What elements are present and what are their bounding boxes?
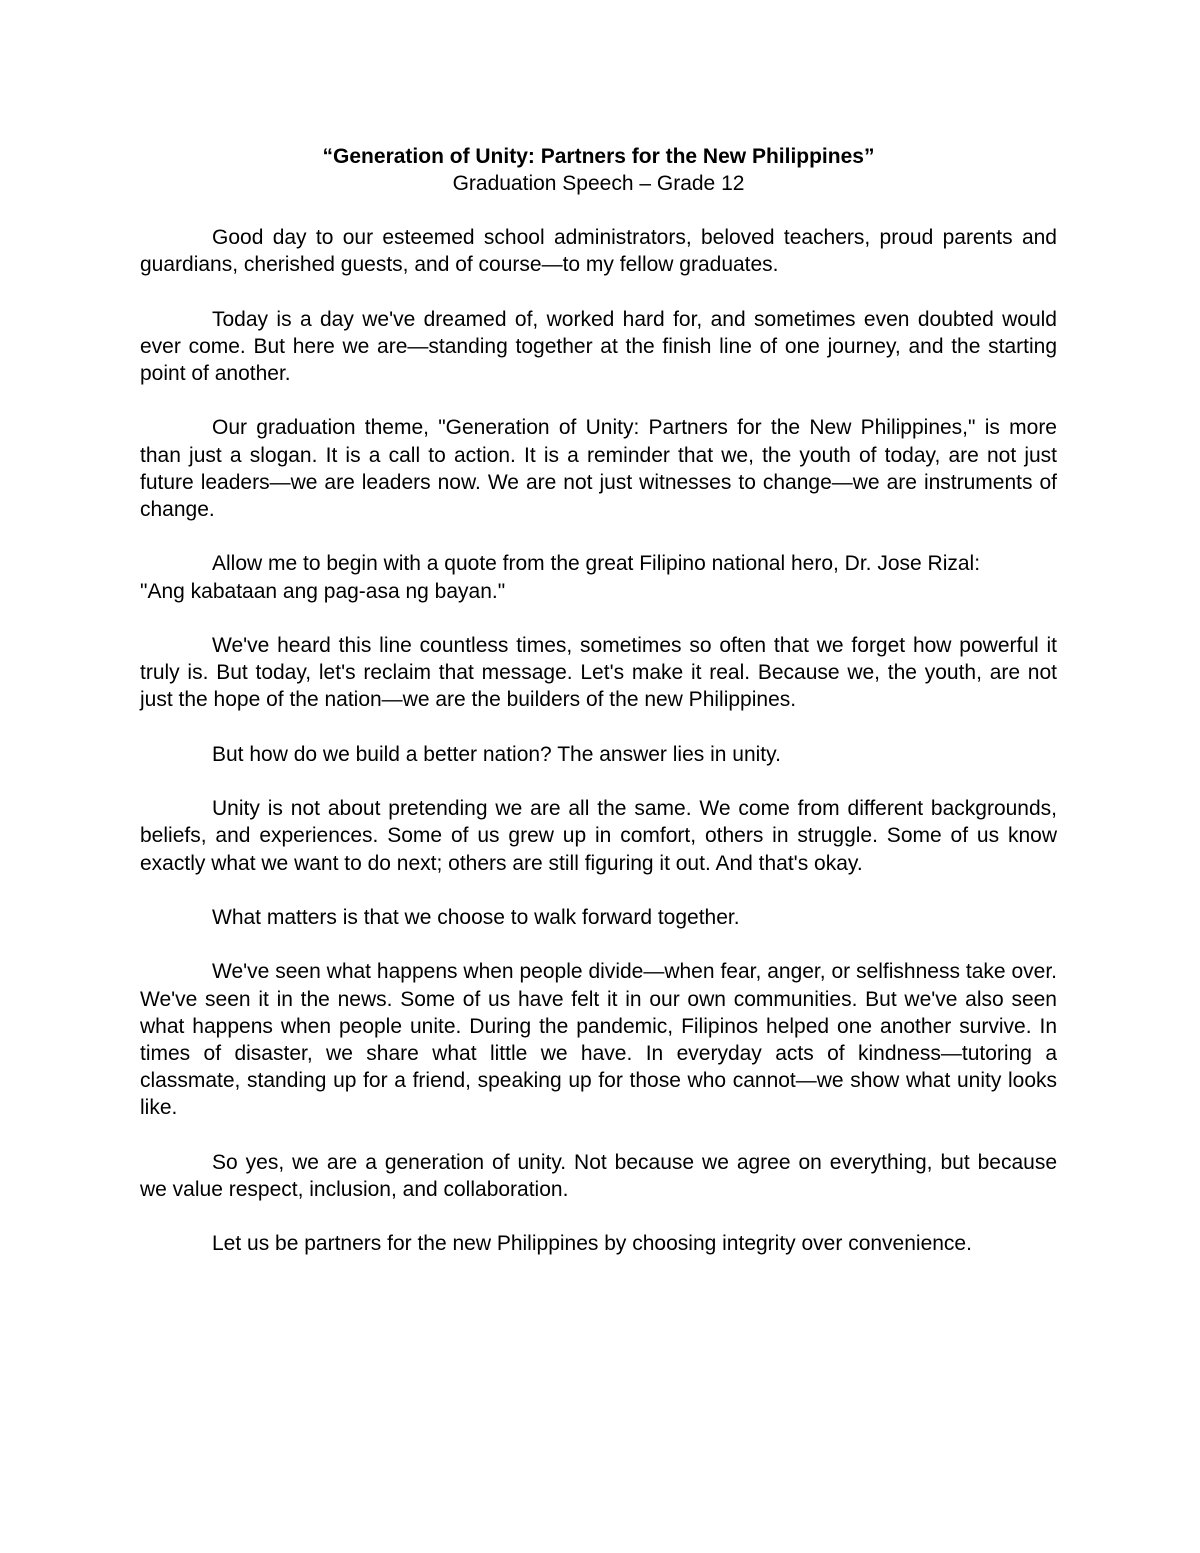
rizal-quote: "Ang kabataan ang pag-asa ng bayan."	[140, 579, 506, 603]
paragraph-today: Today is a day we've dreamed of, worked hard for, and sometimes even doubted would ever come. But here we are—standing together at the finish line of one journey, and the starting point of another.	[140, 307, 1057, 385]
paragraph-theme: Our graduation theme, "Generation of Unity: Partners for the New Philippines," is more than just a slogan. It is a call to action. It is a reminder that we, the youth of today, are not just future leaders—we are leaders now. We are not just witnesses to change—we are instruments of change.	[140, 416, 1057, 521]
speech-subtitle: Graduation Speech – Grade 12	[452, 172, 745, 195]
paragraph-unity-meaning: Unity is not about pretending we are all the same. We come from different backgrounds, beliefs, and experiences. Some of us grew up in comfort, others in struggle. Some of us know exactly what we want to do next; others are still figuring it out. And that's okay.	[140, 797, 1057, 875]
paragraph-walk-together: What matters is that we choose to walk forward together.	[212, 905, 740, 929]
paragraph-divide-unite: We've seen what happens when people divide—when fear, anger, or selfishness take over. We've seen it in the news. Some of us have felt it in our own communities. But we've also seen what happens when people unite. During the pandemic, Filipinos helped one another survive. In times of disaster, we share what little we have. In everyday acts of kindness—tutoring a classmate, standing up for a friend, speaking up for those who cannot—we show what unity looks like.	[140, 960, 1057, 1120]
paragraph-partners: Let us be partners for the new Philippines by choosing integrity over convenience.	[212, 1232, 972, 1256]
speech-title: “Generation of Unity: Partners for the New Philippines”	[322, 145, 875, 168]
document-body	[140, 143, 1057, 1285]
paragraph-greeting: Good day to our esteemed school administrators, beloved teachers, proud parents and guardians, cherished guests, and of course—to my fellow graduates.	[140, 226, 1057, 277]
paragraph-build-nation: But how do we build a better nation? The answer lies in unity.	[212, 742, 781, 766]
paragraph-hope: We've heard this line countless times, sometimes so often that we forget how powerful it truly is. But today, let's reclaim that message. Let's make it real. Because we, the youth, are not just the hope of the nation—we are the builders of the new Philippines.	[140, 633, 1057, 712]
paragraph-rizal-intro: Allow me to begin with a quote from the great Filipino national hero, Dr. Jose Rizal:	[212, 552, 981, 576]
paragraph-generation: So yes, we are a generation of unity. Not because we agree on everything, but because we value respect, inclusion, and collaboration.	[140, 1150, 1057, 1201]
